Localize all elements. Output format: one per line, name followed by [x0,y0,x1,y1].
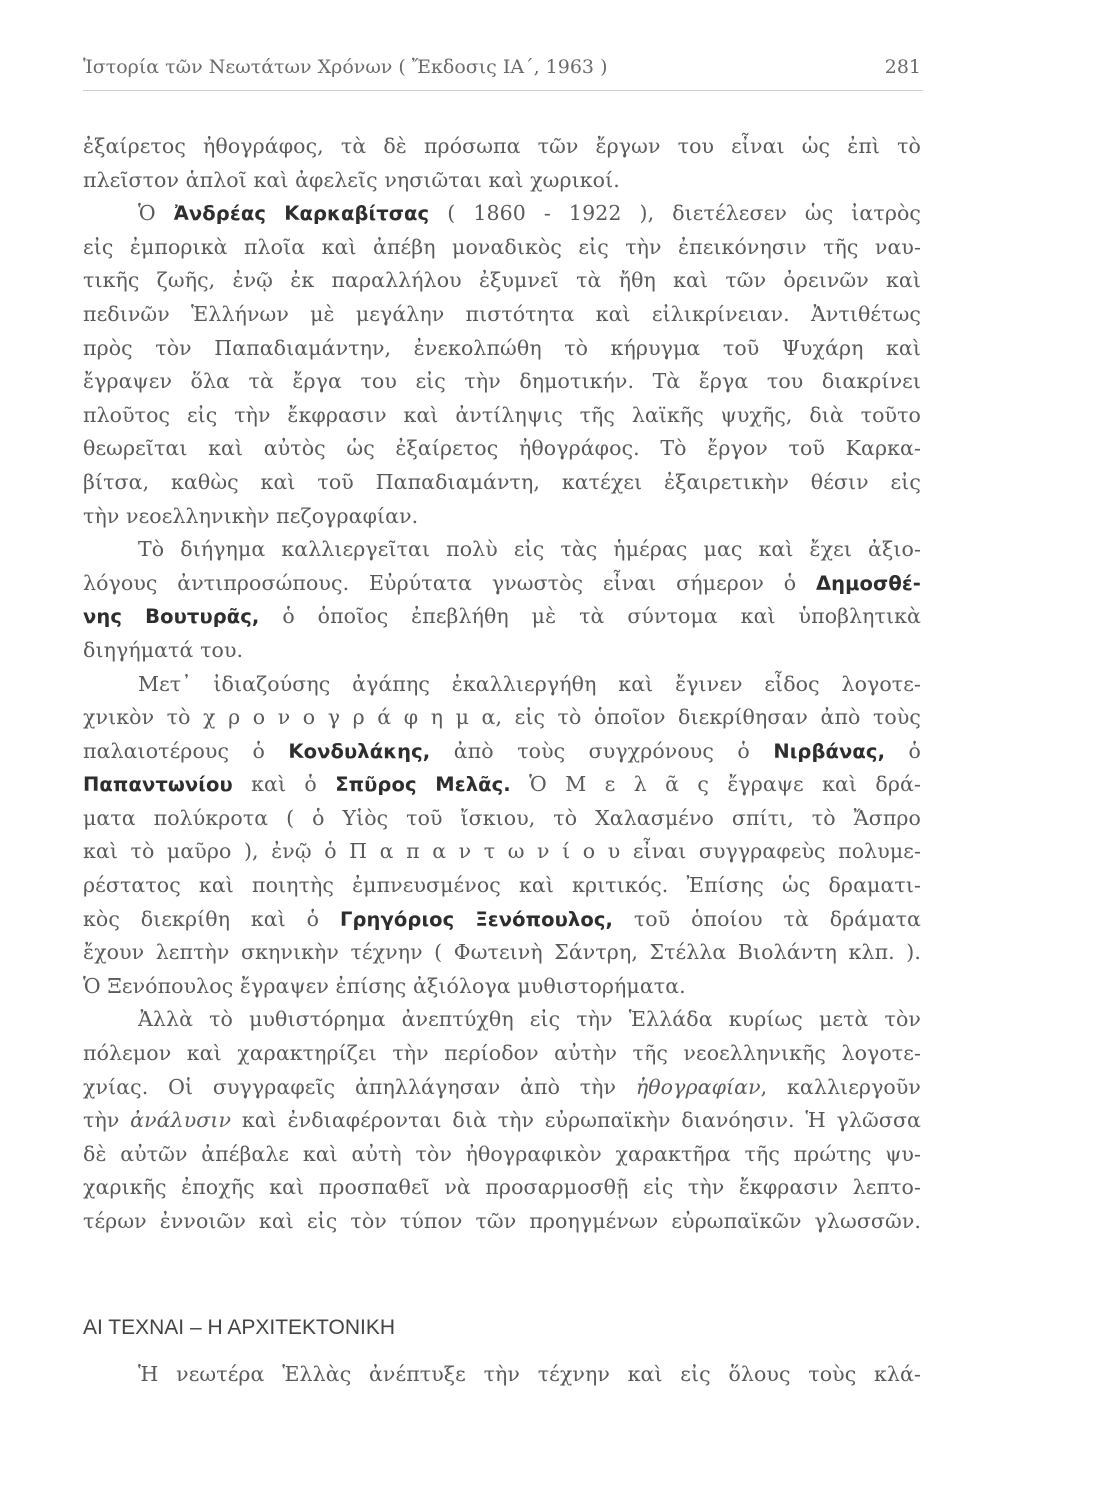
section-body [83,1358,921,1392]
text-segment: , καλλιεργοῦν [760,1074,921,1099]
text-line [83,466,921,500]
text-line [83,197,921,231]
text-line [83,701,921,735]
bold-name: Δημοσθέ- [815,571,921,595]
text-segment: Ἀλλὰ τὸ μυθιστόρημα ἀνεπτύχθη εἰς τὴν Ἑλλάδα κυρίως μετὰ τὸν [138,1007,921,1032]
text-line [83,432,921,466]
text-segment: Ὁ Ξενόπουλος ἔγραψεν ἐπίσης ἀξιόλογα μυθιστορήματα. [83,973,686,998]
italic-term: ἀνάλυσιν [130,1108,232,1133]
text-line [83,600,921,634]
body-text [83,130,921,1239]
text-segment: Ἡ νεωτέρα Ἑλλὰς ἀνέπτυξε τὴν τέχνην καὶ εἰς ὅλους τοὺς κλά- [138,1362,921,1386]
text-segment: Ὁ Μ ε λ ᾶ ς ἔγραψε καὶ δρά- [510,772,921,797]
text-line [83,332,921,366]
bold-name: Παπαντωνίου [83,773,233,797]
text-line [83,231,921,265]
text-line [83,768,921,802]
text-segment: τὴν νεοελληνικὴν πεζογραφίαν. [83,503,419,528]
text-segment: ἐξαίρετος ἠθογράφος, τὰ δὲ πρόσωπα τῶν ἔργων του εἶναι ὡς ἐπὶ τὸ [83,134,921,158]
text-line [83,1138,921,1172]
text-line [83,1104,921,1138]
text-segment: πόλεμον καὶ χαρακτηρίζει τὴν περίοδον αὐτὴν τῆς νεοελληνικῆς λογοτε- [83,1041,921,1066]
text-segment: λόγους ἀντιπροσώπους. Εὐρύτατα γνωστὸς εἶναι σήμερον ὁ [83,570,816,595]
text-segment: τικῆς ζωῆς, ἐνῷ ἐκ παραλλήλου ἐξυμνεῖ τὰ ἤθη καὶ τῶν ὀρεινῶν καὶ [83,268,921,293]
text-line [83,1003,921,1037]
text-segment: τὴν [83,1108,131,1133]
text-line [83,1037,921,1071]
bold-name: Γρηγόριος Ξενόπουλος, [339,907,614,931]
text-line [83,264,921,298]
text-line [83,869,921,903]
text-line [83,903,921,937]
text-segment: πλοῦτος εἰς τὴν ἔκφρασιν καὶ ἀντίληψις τῆς λαϊκῆς ψυχῆς, διὰ τοῦτο [83,402,921,427]
bold-name: νης Βουτυρᾶς, [83,605,260,629]
running-header [83,56,921,78]
text-line [83,298,921,332]
text-segment: ἀπὸ τοὺς συγχρόνους ὁ [430,738,774,763]
text-segment: χνικὸν τὸ χ ρ ο ν ο γ ρ ά φ η μ α, εἰς τὸ ὁποῖον διεκρίθησαν ἀπὸ τοὺς [83,705,921,730]
text-segment: θεωρεῖται καὶ αὐτὸς ὡς ἐξαίρετος ἠθογράφος. Τὸ ἔργον τοῦ Καρκα- [83,436,921,461]
text-line [83,365,921,399]
text-line [83,164,921,198]
bold-name: Ἀνδρέας Καρκαβίτσας [173,202,430,226]
text-line [83,1205,921,1239]
bold-name: Σπῦρος Μελᾶς. [335,773,511,797]
section-heading: ΑΙ ΤΕΧΝΑΙ – Η ΑΡΧΙΤΕΚΤΟΝΙΚΗ [83,1316,395,1339]
text-segment: χνίας. Οἱ συγγραφεῖς ἀπηλλάγησαν ἀπὸ τὴν [83,1074,636,1099]
text-segment: Μετ᾽ ἰδιαζούσης ἀγάπης ἐκαλλιεργήθη καὶ ἔγινεν εἶδος λογοτε- [138,671,921,696]
text-segment: καὶ ἐνδιαφέρονται διὰ τὴν εὐρωπαϊκὴν διανόησιν. Ἡ γλῶσσα [231,1108,921,1133]
text-segment: Ὁ [138,201,174,226]
text-segment: κὸς διεκρίθη καὶ ὁ [83,906,340,931]
text-line [83,399,921,433]
page-number: 281 [884,56,921,78]
text-line [83,567,921,601]
text-segment: καὶ ὁ [232,772,336,797]
text-line [83,970,921,1004]
text-line [83,533,921,567]
text-line [83,1171,921,1205]
text-segment: πρὸς τὸν Παπαδιαμάντην, ἐνεκολπώθη τὸ κήρυγμα τοῦ Ψυχάρη καὶ [83,335,921,360]
text-segment: τοῦ ὁποίου τὰ δράματα [613,906,921,931]
text-segment: δὲ αὐτῶν ἀπέβαλε καὶ αὐτὴ τὸν ἠθογραφικὸν χαρακτῆρα τῆς πρώτης ψυ- [83,1141,921,1166]
text-segment: ρέστατος καὶ ποιητὴς ἐμπνευσμένος καὶ κριτικός. Ἐπίσης ὡς δραματι- [83,873,921,898]
header-rule [83,90,923,91]
text-line [83,735,921,769]
text-segment: ματα πολύκροτα ( ὁ Υἱὸς τοῦ ἴσκιου, τὸ Χαλασμένο σπίτι, τὸ Ἄσπρο [83,805,921,830]
text-segment: βίτσα, καθὼς καὶ τοῦ Παπαδιαμάντη, κατέχει ἐξαιρετικὴν θέσιν εἰς [83,469,921,494]
bold-name: Κονδυλάκης, [288,739,431,763]
text-line [83,1071,921,1105]
text-line [83,668,921,702]
text-segment: χαρικῆς ἐποχῆς καὶ προσπαθεῖ νὰ προσαρμοσθῇ εἰς τὴν ἔκφρασιν λεπτο- [83,1175,921,1200]
text-segment: ἔχουν λεπτὴν σκηνικὴν τέχνην ( Φωτεινὴ Σάντρη, Στέλλα Βιολάντη κλπ. ). [83,940,921,965]
text-segment: παλαιοτέρους ὁ [83,738,289,763]
text-line [83,500,921,534]
text-segment: ὁ ὁποῖος ἐπεβλήθη μὲ τὰ σύντομα καὶ ὑποβλητικὰ [259,604,921,629]
text-segment: πεδινῶν Ἑλλήνων μὲ μεγάλην πιστότητα καὶ εἰλικρίνειαν. Ἀντιθέτως [83,301,921,326]
text-line [83,802,921,836]
italic-term: ἠθογραφίαν [635,1074,761,1099]
text-segment: τέρων ἐννοιῶν καὶ εἰς τὸν τύπον τῶν προηγμένων εὐρωπαϊκῶν γλωσσῶν. [83,1209,921,1233]
text-line [83,130,921,164]
text-segment: Τὸ διήγημα καλλιεργεῖται πολὺ εἰς τὰς ἡμέρας μας καὶ ἔχει ἀξιο- [138,537,921,562]
text-line [83,936,921,970]
text-segment: πλεῖστον ἁπλοῖ καὶ ἀφελεῖς νησιῶται καὶ χωρικοί. [83,167,620,192]
text-segment: διηγήματά του. [83,637,244,662]
text-segment: ὁ [885,738,921,763]
running-header-title: Ἱστορία τῶν Νεωτάτων Χρόνων ( Ἔκδοσις ΙΑ΄, 1963 ) [83,56,608,78]
text-line [83,835,921,869]
text-segment: καὶ τὸ μαῦρο ), ἐνῷ ὁ Π α π α ν τ ω ν ί ο υ εἶναι συγγραφεὺς πολυμε- [83,839,921,864]
text-segment: εἰς ἐμπορικὰ πλοῖα καὶ ἀπέβη μοναδικὸς εἰς τὴν ἐπεικόνησιν τῆς ναυ- [83,234,921,259]
text-line [83,634,921,668]
text-line [83,1358,921,1392]
text-segment: ἔγραψεν ὅλα τὰ ἔργα του εἰς τὴν δημοτικήν. Τὰ ἔργα του διακρίνει [83,369,921,394]
bold-name: Νιρβάνας, [773,739,886,763]
text-segment: ( 1860 - 1922 ), διετέλεσεν ὡς ἰατρὸς [429,201,921,226]
